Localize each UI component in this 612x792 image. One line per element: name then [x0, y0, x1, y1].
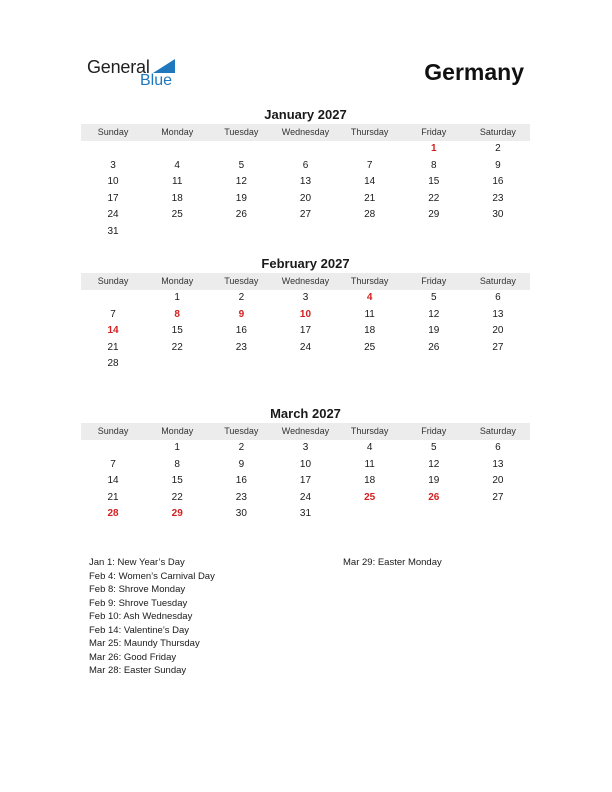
empty-day-cell [338, 224, 402, 241]
week-row [81, 490, 530, 507]
day-cell: 6 [302, 159, 309, 171]
day-cell: 24 [107, 209, 119, 221]
empty-day-cell [466, 224, 530, 241]
day-cell: 21 [364, 192, 376, 204]
holiday-item: Feb 14: Valentine’s Day [89, 624, 189, 636]
day-cell: 17 [299, 325, 312, 337]
weekday-label: Friday [421, 276, 447, 286]
weekday-label: Saturday [479, 426, 516, 436]
day-cell: 24 [299, 491, 312, 503]
weekday-label: Wednesday [281, 127, 330, 137]
empty-day-cell [273, 141, 337, 158]
logo [87, 57, 187, 91]
day-cell: 27 [299, 209, 312, 221]
day-cell: 6 [495, 292, 501, 303]
weekday-label: Thursday [350, 426, 389, 436]
month-title: March 2027 [270, 406, 341, 421]
day-cell: 27 [492, 491, 504, 503]
day-cell: 23 [492, 192, 504, 204]
month-grid [81, 141, 530, 241]
week-row [81, 141, 530, 158]
holiday-item: Mar 29: Easter Monday [343, 557, 442, 568]
day-cell: 10 [299, 308, 312, 320]
day-cell: 9 [495, 159, 501, 171]
day-cell: 14 [107, 325, 119, 337]
day-cell: 2 [495, 143, 501, 154]
day-cell: 11 [172, 176, 183, 188]
day-cell: 28 [364, 209, 376, 221]
country-title: Germany [424, 59, 524, 85]
day-cell: 16 [235, 325, 247, 337]
month-grid [81, 440, 530, 523]
weekday-label: Saturday [479, 276, 516, 286]
week-row [81, 307, 530, 324]
day-cell: 26 [235, 209, 247, 221]
weekday-label: Tuesday [224, 426, 259, 436]
day-cell: 7 [110, 308, 116, 320]
day-cell: 13 [492, 308, 504, 320]
weekday-label: Monday [161, 426, 194, 436]
day-cell: 8 [174, 458, 180, 470]
weekday-label: Tuesday [224, 127, 259, 137]
day-cell: 9 [238, 308, 245, 320]
day-cell: 11 [364, 308, 375, 320]
empty-day-cell [81, 440, 145, 457]
empty-day-cell [338, 141, 402, 158]
week-row [81, 290, 530, 307]
day-cell: 13 [299, 176, 312, 188]
weekday-label: Friday [421, 127, 447, 137]
empty-day-cell [209, 224, 273, 241]
day-cell: 29 [171, 508, 183, 520]
day-cell: 7 [366, 159, 373, 171]
day-cell: 21 [107, 491, 119, 503]
day-cell: 25 [364, 341, 376, 353]
weekday-header [81, 423, 530, 440]
logo-blue-text: Blue [140, 72, 173, 89]
empty-day-cell [81, 141, 145, 158]
week-row [81, 323, 530, 340]
weekday-label: Sunday [97, 127, 129, 137]
week-row [81, 440, 530, 457]
day-cell: 8 [174, 308, 180, 320]
empty-day-cell [145, 141, 209, 158]
empty-day-cell [402, 506, 466, 523]
holiday-item: Mar 25: Maundy Thursday [89, 638, 200, 649]
day-cell: 28 [107, 508, 119, 520]
day-cell: 20 [299, 192, 312, 204]
week-row [81, 174, 530, 191]
day-cell: 7 [110, 458, 116, 470]
empty-day-cell [145, 356, 209, 373]
week-row [81, 473, 530, 490]
day-cell: 11 [364, 458, 375, 470]
day-cell: 12 [428, 458, 440, 470]
day-cell: 8 [430, 159, 437, 171]
day-cell: 16 [492, 176, 504, 188]
weekday-label: Thursday [350, 276, 389, 286]
empty-day-cell [273, 224, 337, 241]
week-row [81, 356, 530, 373]
weekday-label: Wednesday [281, 426, 330, 436]
weekday-label: Monday [161, 276, 194, 286]
empty-day-cell [209, 356, 273, 373]
week-row [81, 207, 530, 224]
day-cell: 20 [492, 325, 504, 337]
month-january [81, 106, 530, 241]
day-cell: 1 [430, 143, 437, 154]
empty-day-cell [466, 356, 530, 373]
day-cell: 31 [299, 508, 312, 520]
day-cell: 17 [107, 192, 119, 204]
weekday-label: Friday [421, 426, 447, 436]
day-cell: 3 [302, 442, 309, 453]
weekday-label: Sunday [97, 276, 129, 286]
logo-triangle-icon [153, 59, 175, 73]
logo-general-text: General [87, 57, 150, 77]
day-cell: 1 [174, 292, 180, 303]
holiday-item: Feb 4: Women’s Carnival Day [89, 570, 215, 582]
week-row [81, 506, 530, 523]
weekday-label: Wednesday [281, 276, 330, 286]
day-cell: 4 [366, 292, 373, 303]
weekday-header [81, 124, 530, 141]
weekday-label: Saturday [479, 127, 516, 137]
day-cell: 14 [107, 475, 119, 487]
day-cell: 2 [238, 292, 245, 303]
day-cell: 20 [492, 475, 504, 487]
day-cell: 5 [238, 159, 245, 171]
day-cell: 2 [238, 442, 245, 453]
day-cell: 25 [171, 209, 183, 221]
day-cell: 25 [364, 491, 376, 503]
empty-day-cell [338, 506, 402, 523]
holiday-item: Jan 1: New Year’s Day [89, 557, 185, 568]
day-cell: 4 [366, 442, 373, 453]
week-row [81, 340, 530, 357]
week-row [81, 191, 530, 208]
week-row [81, 224, 530, 241]
day-cell: 3 [110, 159, 116, 171]
empty-day-cell [466, 506, 530, 523]
day-cell: 28 [107, 358, 119, 370]
day-cell: 5 [430, 292, 437, 303]
day-cell: 30 [492, 209, 504, 221]
day-cell: 23 [235, 491, 247, 503]
day-cell: 21 [107, 341, 119, 353]
day-cell: 3 [302, 292, 309, 303]
day-cell: 18 [364, 325, 376, 337]
day-cell: 10 [299, 458, 312, 470]
weekday-label: Monday [161, 127, 194, 137]
month-march [81, 405, 530, 523]
day-cell: 15 [428, 176, 440, 188]
holiday-list-left [89, 556, 215, 678]
day-cell: 24 [299, 341, 312, 353]
day-cell: 9 [238, 458, 245, 470]
day-cell: 12 [235, 176, 247, 188]
day-cell: 17 [299, 475, 312, 487]
day-cell: 5 [430, 442, 437, 453]
day-cell: 19 [428, 325, 440, 337]
day-cell: 15 [171, 325, 183, 337]
day-cell: 13 [492, 458, 504, 470]
empty-day-cell [145, 224, 209, 241]
day-cell: 10 [107, 176, 119, 188]
holiday-list-right [343, 556, 442, 570]
weekday-header [81, 273, 530, 290]
empty-day-cell [402, 356, 466, 373]
day-cell: 18 [364, 475, 376, 487]
day-cell: 6 [495, 442, 501, 453]
day-cell: 18 [171, 192, 183, 204]
day-cell: 19 [235, 192, 247, 204]
day-cell: 14 [364, 176, 376, 188]
day-cell: 26 [428, 341, 440, 353]
holiday-item: Feb 9: Shrove Tuesday [89, 597, 188, 609]
empty-day-cell [81, 290, 145, 307]
weekday-label: Thursday [350, 127, 389, 137]
day-cell: 16 [235, 475, 247, 487]
holiday-item: Feb 8: Shrove Monday [89, 584, 186, 595]
day-cell: 4 [174, 159, 180, 171]
day-cell: 19 [428, 475, 440, 487]
weekday-label: Tuesday [224, 276, 259, 286]
holiday-item: Feb 10: Ash Wednesday [89, 611, 193, 622]
day-cell: 29 [428, 209, 440, 221]
empty-day-cell [338, 356, 402, 373]
day-cell: 1 [174, 442, 180, 453]
day-cell: 22 [171, 341, 183, 353]
holiday-item: Mar 26: Good Friday [89, 651, 177, 663]
week-row [81, 158, 530, 175]
week-row [81, 457, 530, 474]
day-cell: 23 [235, 341, 247, 353]
day-cell: 30 [235, 508, 247, 520]
day-cell: 26 [428, 491, 440, 503]
weekday-label: Sunday [97, 426, 129, 436]
day-cell: 15 [171, 475, 183, 487]
day-cell: 22 [171, 491, 183, 503]
month-title: February 2027 [261, 256, 350, 271]
month-february [81, 255, 530, 373]
month-grid [81, 290, 530, 373]
day-cell: 31 [107, 225, 119, 237]
empty-day-cell [209, 141, 273, 158]
day-cell: 12 [428, 308, 440, 320]
day-cell: 22 [428, 192, 440, 204]
holiday-item: Mar 28: Easter Sunday [89, 665, 187, 676]
day-cell: 27 [492, 341, 504, 353]
empty-day-cell [402, 224, 466, 241]
month-title: January 2027 [264, 107, 347, 122]
empty-day-cell [273, 356, 337, 373]
